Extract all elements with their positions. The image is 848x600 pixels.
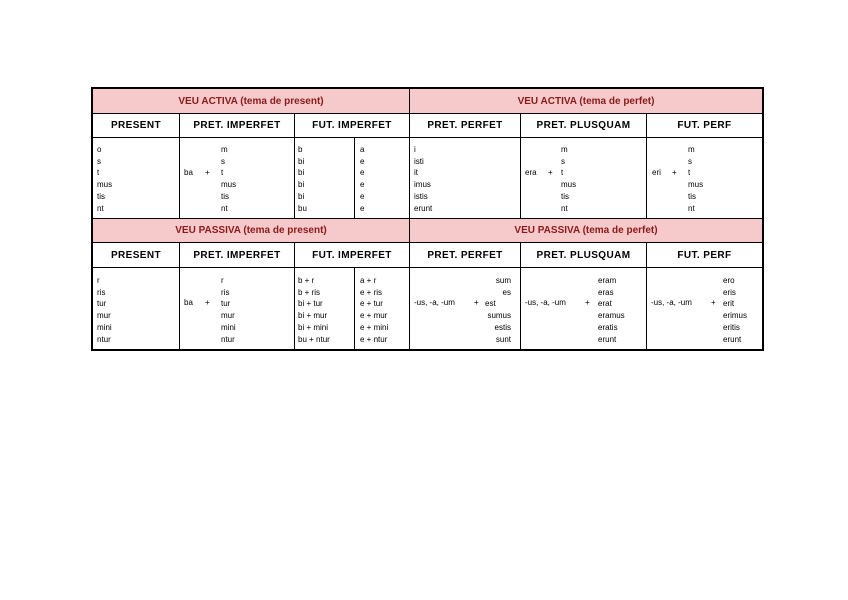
ending: o: [97, 145, 102, 154]
active-header-present: PRESENT: [110, 120, 162, 131]
ending: mini: [221, 322, 236, 332]
ending: mus: [221, 180, 237, 190]
auxiliary-form: eramus: [598, 311, 625, 321]
active-perfect-endings: [414, 144, 432, 214]
passive-header-pluperfect: PRET. PLUSQUAM: [536, 249, 631, 261]
column-divider: [354, 268, 355, 349]
ending: s: [688, 156, 692, 166]
auxiliary-form: sunt: [495, 334, 511, 344]
active-perfect-title: VEU ACTIVA (tema de perfet): [517, 95, 655, 107]
column-divider: [179, 114, 180, 219]
ending: r: [97, 276, 100, 285]
passive-future-suffix-1: [298, 275, 330, 345]
auxiliary-form: erit: [723, 299, 735, 309]
passive-present-title: VEU PASSIVA (tema de present): [175, 225, 327, 236]
ending: bi + mini: [298, 322, 329, 332]
auxiliary-form: sum: [495, 276, 511, 285]
auxiliary-form: sumus: [487, 311, 511, 321]
auxiliary-form: eras: [598, 287, 614, 297]
ending: e: [360, 156, 365, 166]
participle-endings: -us, -a, -um: [414, 298, 455, 307]
plus-sign: +: [711, 298, 716, 307]
ending: tis: [561, 191, 569, 201]
auxiliary-form: erat: [598, 299, 612, 309]
passive-pluperfect-auxiliary: [598, 275, 625, 345]
active-present-endings: [97, 144, 112, 214]
ending: nt: [221, 203, 228, 213]
active-pluperfect-prefix: era: [525, 168, 537, 177]
plus-sign: +: [672, 168, 677, 177]
ending: e + ris: [360, 287, 383, 297]
passive-header-imperfect: PRET. IMPERFET: [193, 249, 281, 261]
column-divider: [520, 243, 521, 349]
ending: it: [414, 168, 418, 178]
ending: tur: [221, 299, 231, 309]
plus-sign: +: [548, 168, 553, 177]
column-divider: [294, 243, 295, 349]
active-future-perfect-endings: [688, 144, 703, 214]
active-imperfect-endings: [221, 144, 236, 214]
passive-header-perfect: PRET. PERFET: [427, 249, 503, 261]
ending: ris: [97, 287, 106, 297]
ending: mini: [97, 322, 112, 332]
ending: bi + tur: [298, 299, 323, 309]
passive-voice-band: [93, 219, 762, 243]
plus-sign: +: [585, 298, 590, 307]
ending: e: [360, 168, 365, 178]
ending: mus: [688, 180, 704, 190]
ending: m: [221, 145, 228, 154]
ending: s: [561, 156, 565, 166]
ending: e: [360, 191, 365, 201]
passive-imperfect-endings: [221, 275, 236, 345]
passive-future-suffix-2: [360, 275, 388, 345]
passive-imperfect-prefix: ba: [184, 298, 193, 307]
ending: b + ris: [298, 287, 321, 297]
ending: istis: [414, 191, 428, 201]
ending: t: [688, 168, 691, 178]
column-divider: [646, 114, 647, 219]
column-divider: [294, 114, 295, 219]
ending: t: [97, 168, 100, 178]
participle-endings: -us, -a, -um: [651, 298, 692, 307]
latin-conjugation-table: [91, 87, 764, 351]
passive-present-endings: [97, 275, 112, 345]
ending: tis: [97, 191, 105, 201]
ending: ntur: [221, 334, 235, 344]
passive-header-future-perfect: FUT. PERF: [677, 249, 732, 261]
active-header-perfect: PRET. PERFET: [427, 120, 503, 131]
active-header-future-perfect: FUT. PERF: [677, 120, 732, 131]
ending: ris: [221, 287, 230, 297]
active-header-imperfect: PRET. IMPERFET: [193, 120, 281, 131]
auxiliary-form: erunt: [598, 334, 617, 344]
ending: tis: [688, 191, 696, 201]
passive-header-future: FUT. IMPERFET: [312, 249, 392, 261]
ending: r: [221, 276, 224, 285]
auxiliary-form: es: [502, 287, 511, 297]
active-present-title: VEU ACTIVA (tema de present): [178, 95, 324, 107]
ending: a + r: [360, 276, 377, 285]
ending: nt: [97, 203, 104, 213]
active-header-row: [93, 114, 762, 138]
auxiliary-form: erunt: [723, 334, 742, 344]
auxiliary-form: eritis: [723, 322, 740, 332]
auxiliary-form: eratis: [598, 322, 618, 332]
ending: mur: [221, 311, 235, 321]
ending: t: [561, 168, 564, 178]
passive-perfect-title: VEU PASSIVA (tema de perfet): [514, 225, 658, 236]
ending: s: [97, 156, 101, 166]
ending: s: [221, 156, 225, 166]
ending: i: [414, 145, 416, 154]
column-divider: [179, 243, 180, 349]
active-header-future: FUT. IMPERFET: [312, 120, 392, 131]
ending: erunt: [414, 203, 433, 213]
ending: nt: [561, 203, 568, 213]
voice-divider: [409, 89, 410, 349]
auxiliary-form: eris: [723, 287, 736, 297]
ending: b + r: [298, 276, 315, 285]
ending: bi: [298, 156, 305, 166]
plus-sign: +: [474, 298, 479, 307]
active-header-pluperfect: PRET. PLUSQUAM: [536, 120, 631, 131]
ending: bu: [298, 203, 307, 213]
ending: e: [360, 203, 365, 213]
auxiliary-form: erimus: [723, 311, 748, 321]
plus-sign: +: [205, 168, 210, 177]
ending: ntur: [97, 334, 111, 344]
column-divider: [520, 114, 521, 219]
ending: bu + ntur: [298, 334, 330, 344]
ending: bi + mur: [298, 311, 328, 321]
active-future-suffix-1: [298, 144, 307, 214]
passive-header-present: PRESENT: [110, 249, 162, 261]
ending: mus: [561, 180, 577, 190]
auxiliary-form: est: [485, 299, 496, 309]
active-pluperfect-endings: [561, 144, 576, 214]
ending: nt: [688, 203, 695, 213]
ending: e + ntur: [360, 334, 388, 344]
ending: bi: [298, 168, 305, 178]
passive-header-row: [93, 243, 762, 268]
ending: isti: [414, 156, 424, 166]
ending: b: [298, 145, 303, 154]
ending: imus: [414, 180, 431, 190]
ending: a: [360, 145, 365, 154]
column-divider: [646, 243, 647, 349]
ending: bi: [298, 180, 305, 190]
plus-sign: +: [205, 298, 210, 307]
active-future-perfect-prefix: eri: [652, 168, 661, 177]
ending: e + mini: [360, 322, 389, 332]
ending: tis: [221, 191, 229, 201]
passive-perfect-auxiliary: [453, 275, 511, 345]
ending: bi: [298, 191, 305, 201]
column-divider: [354, 138, 355, 219]
ending: m: [561, 145, 568, 154]
auxiliary-form: eram: [598, 276, 617, 285]
active-future-suffix-2: [360, 144, 364, 214]
ending: t: [221, 168, 224, 178]
ending: e: [360, 180, 365, 190]
auxiliary-form: ero: [723, 276, 735, 285]
ending: mus: [97, 180, 113, 190]
auxiliary-form: estis: [494, 322, 511, 332]
ending: m: [688, 145, 695, 154]
active-voice-band: [93, 89, 762, 114]
ending: e + mur: [360, 311, 388, 321]
ending: tur: [97, 299, 107, 309]
ending: mur: [97, 311, 111, 321]
ending: e + tur: [360, 299, 383, 309]
active-imperfect-prefix: ba: [184, 168, 193, 177]
passive-future-perfect-auxiliary: [723, 275, 747, 345]
participle-endings: -us, -a, -um: [525, 298, 566, 307]
